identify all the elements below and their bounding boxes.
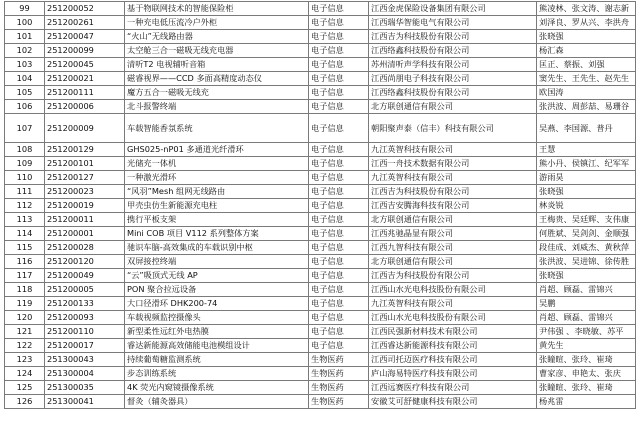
field-category-cell: 电子信息 <box>309 283 369 297</box>
project-name-cell: 北斗报警终端 <box>125 100 309 114</box>
table-row <box>5 86 636 100</box>
project-name-cell: 携行平板支架 <box>125 213 309 227</box>
project-id-cell: 251200111 <box>45 86 125 100</box>
row-number-cell: 122 <box>5 339 45 353</box>
team-members-cell: 匡正、蔡振、刘强 <box>537 58 636 72</box>
row-number-cell: 121 <box>5 325 45 339</box>
organization-cell: 北方联创通信有限公司 <box>369 255 537 269</box>
field-category-cell: 电子信息 <box>309 157 369 171</box>
table-row <box>5 311 636 325</box>
organization-cell: 九江英智科技有限公司 <box>369 171 537 185</box>
organization-cell: 江西睿达新能源科技有限公司 <box>369 339 537 353</box>
field-category-cell: 生物医药 <box>309 395 369 409</box>
field-category-cell: 电子信息 <box>309 72 369 86</box>
organization-cell: 江西吉为科技股份有限公司 <box>369 30 537 44</box>
project-id-cell: 251200120 <box>45 255 125 269</box>
team-members-cell: 吴燕、李国源、普丹 <box>537 114 636 143</box>
field-category-cell: 电子信息 <box>309 44 369 58</box>
table-row <box>5 199 636 213</box>
project-id-cell: 251300041 <box>45 395 125 409</box>
project-name-cell: 光储充一体机 <box>125 157 309 171</box>
table-row <box>5 72 636 86</box>
project-name-cell: 持续葡萄糖监测系统 <box>125 353 309 367</box>
field-category-cell: 生物医药 <box>309 353 369 367</box>
team-members-cell: 杨兆雷 <box>537 395 636 409</box>
project-name-cell: 磁睿视界——CCD 多面高精度动态仪 <box>125 72 309 86</box>
table-row <box>5 325 636 339</box>
project-name-cell: 步态训练系统 <box>125 367 309 381</box>
row-number-cell: 118 <box>5 283 45 297</box>
project-id-cell: 251200129 <box>45 143 125 157</box>
organization-cell: 江西吉安腾海科技有限公司 <box>369 199 537 213</box>
project-name-cell: 车载视频监控摄像头 <box>125 311 309 325</box>
team-members-cell: 王慧 <box>537 143 636 157</box>
table-row <box>5 241 636 255</box>
row-number-cell: 104 <box>5 72 45 86</box>
team-members-cell: 张晓强 <box>537 269 636 283</box>
project-name-cell: 驰识车脑-高效集成的车载识别中枢 <box>125 241 309 255</box>
project-id-cell: 251300035 <box>45 381 125 395</box>
organization-cell: 安徽艾可舒健康科技有限公司 <box>369 395 537 409</box>
project-name-cell: 甲壳虫仿生新能源充电柱 <box>125 199 309 213</box>
organization-cell: 北方联创通信有限公司 <box>369 213 537 227</box>
table-row <box>5 16 636 30</box>
project-name-cell: GHS025-nP01 多通道光纤滑环 <box>125 143 309 157</box>
row-number-cell: 123 <box>5 353 45 367</box>
table-row <box>5 269 636 283</box>
row-number-cell: 105 <box>5 86 45 100</box>
organization-cell: 江西金虎保险设备集团有限公司 <box>369 2 537 16</box>
project-id-cell: 251200017 <box>45 339 125 353</box>
project-id-cell: 251300004 <box>45 367 125 381</box>
table-row <box>5 255 636 269</box>
field-category-cell: 电子信息 <box>309 339 369 353</box>
project-id-cell: 251200047 <box>45 30 125 44</box>
field-category-cell: 电子信息 <box>309 241 369 255</box>
project-id-cell: 251200045 <box>45 58 125 72</box>
project-name-cell: 清听T2 电视辅听音箱 <box>125 58 309 72</box>
table-row <box>5 58 636 72</box>
team-members-cell: 游雨昊 <box>537 171 636 185</box>
project-table-body <box>5 2 636 409</box>
table-row <box>5 283 636 297</box>
project-name-cell: 一种激光滑环 <box>125 171 309 185</box>
table-row <box>5 171 636 185</box>
organization-cell: 江西民强新材料技术有限公司 <box>369 325 537 339</box>
organization-cell: 江西一舟技术数据有限公司 <box>369 157 537 171</box>
table-row <box>5 381 636 395</box>
row-number-cell: 109 <box>5 157 45 171</box>
row-number-cell: 115 <box>5 241 45 255</box>
row-number-cell: 107 <box>5 114 45 143</box>
field-category-cell: 生物医药 <box>309 367 369 381</box>
table-row <box>5 30 636 44</box>
field-category-cell: 生物医药 <box>309 381 369 395</box>
field-category-cell: 电子信息 <box>309 114 369 143</box>
project-id-cell: 251200006 <box>45 100 125 114</box>
table-row <box>5 353 636 367</box>
project-name-cell: 太空舱三合一磁吸无线充电器 <box>125 44 309 58</box>
table-row <box>5 100 636 114</box>
field-category-cell: 电子信息 <box>309 269 369 283</box>
field-category-cell: 电子信息 <box>309 255 369 269</box>
team-members-cell: 王梅贵、吴廷辉、支伟康 <box>537 213 636 227</box>
row-number-cell: 113 <box>5 213 45 227</box>
project-id-cell: 251200011 <box>45 213 125 227</box>
table-row <box>5 2 636 16</box>
team-members-cell: 张瞳暄、张玲、崔琦 <box>537 381 636 395</box>
row-number-cell: 120 <box>5 311 45 325</box>
project-name-cell: 一种充电低压流冷户外柜 <box>125 16 309 30</box>
project-id-cell: 251200001 <box>45 227 125 241</box>
field-category-cell: 电子信息 <box>309 185 369 199</box>
field-category-cell: 电子信息 <box>309 171 369 185</box>
organization-cell: 江西远赛医疗科技有限公司 <box>369 381 537 395</box>
organization-cell: 江西尚朋电子科技有限公司 <box>369 72 537 86</box>
table-row <box>5 395 636 409</box>
project-name-cell: “云”吸顶式无线 AP <box>125 269 309 283</box>
team-members-cell: 肖超、顾磊、雷锦兴 <box>537 283 636 297</box>
project-id-cell: 251200049 <box>45 269 125 283</box>
organization-cell: 江西司托迈医疗科技有限公司 <box>369 353 537 367</box>
table-row <box>5 143 636 157</box>
organization-cell: 江西络鑫科技股份有限公司 <box>369 44 537 58</box>
field-category-cell: 电子信息 <box>309 16 369 30</box>
project-name-cell: PON 聚合拉远设备 <box>125 283 309 297</box>
row-number-cell: 124 <box>5 367 45 381</box>
team-members-cell: 何胜斌、吴剑剑、金顺强 <box>537 227 636 241</box>
row-number-cell: 117 <box>5 269 45 283</box>
project-name-cell: 新型柔性远红外电热膜 <box>125 325 309 339</box>
project-name-cell: 督灸（辅灸器具） <box>125 395 309 409</box>
field-category-cell: 电子信息 <box>309 311 369 325</box>
project-id-cell: 251200099 <box>45 44 125 58</box>
project-id-cell: 251200133 <box>45 297 125 311</box>
field-category-cell: 电子信息 <box>309 297 369 311</box>
organization-cell: 苏州清听声学科技有限公司 <box>369 58 537 72</box>
field-category-cell: 电子信息 <box>309 213 369 227</box>
project-table <box>4 1 636 409</box>
organization-cell: 九江英智科技有限公司 <box>369 297 537 311</box>
organization-cell: 庐山海易特医疗科技有限公司 <box>369 367 537 381</box>
organization-cell: 江西山水光电科技股份有限公司 <box>369 283 537 297</box>
project-name-cell: 睿达新能源高效储能电池模组设计 <box>125 339 309 353</box>
team-members-cell: 张洪波、吴进锦、徐传胜 <box>537 255 636 269</box>
team-members-cell: 熊小丹、侯镇江、纪军军 <box>537 157 636 171</box>
organization-cell: 江西瑞华智能电气有限公司 <box>369 16 537 30</box>
field-category-cell: 电子信息 <box>309 199 369 213</box>
team-members-cell: 张瞳暄、张玲、崔琦 <box>537 353 636 367</box>
project-id-cell: 251200101 <box>45 157 125 171</box>
team-members-cell: 窦先生、王先生、赵先生 <box>537 72 636 86</box>
row-number-cell: 99 <box>5 2 45 16</box>
field-category-cell: 电子信息 <box>309 325 369 339</box>
field-category-cell: 电子信息 <box>309 58 369 72</box>
project-id-cell: 251200052 <box>45 2 125 16</box>
table-row <box>5 227 636 241</box>
row-number-cell: 108 <box>5 143 45 157</box>
project-name-cell: 大口径滑环 DHK200-74 <box>125 297 309 311</box>
table-row <box>5 213 636 227</box>
project-id-cell: 251200009 <box>45 114 125 143</box>
project-id-cell: 251200021 <box>45 72 125 86</box>
row-number-cell: 106 <box>5 100 45 114</box>
organization-cell: 朝阳聚声泰（信丰）科技有限公司 <box>369 114 537 143</box>
field-category-cell: 电子信息 <box>309 2 369 16</box>
team-members-cell: 张晓强 <box>537 185 636 199</box>
field-category-cell: 电子信息 <box>309 100 369 114</box>
row-number-cell: 103 <box>5 58 45 72</box>
project-id-cell: 251200261 <box>45 16 125 30</box>
project-id-cell: 251200093 <box>45 311 125 325</box>
organization-cell: 九江英智科技有限公司 <box>369 143 537 157</box>
team-members-cell: 熊凌林、张文涛、谢志新 <box>537 2 636 16</box>
project-id-cell: 251200005 <box>45 283 125 297</box>
field-category-cell: 电子信息 <box>309 86 369 100</box>
project-id-cell: 251200023 <box>45 185 125 199</box>
table-row <box>5 339 636 353</box>
project-id-cell: 251200110 <box>45 325 125 339</box>
project-id-cell: 251300043 <box>45 353 125 367</box>
organization-cell: 江西九智科技有限公司 <box>369 241 537 255</box>
team-members-cell: 吴鹏 <box>537 297 636 311</box>
project-name-cell: “火山”无线路由器 <box>125 30 309 44</box>
row-number-cell: 112 <box>5 199 45 213</box>
team-members-cell: 欧国涛 <box>537 86 636 100</box>
organization-cell: 江西吉为科技股份有限公司 <box>369 269 537 283</box>
team-members-cell: 杨汇森 <box>537 44 636 58</box>
project-name-cell: 4K 荧光内窥镜摄像系统 <box>125 381 309 395</box>
team-members-cell: 曹家彦、申艳太、张庆 <box>537 367 636 381</box>
row-number-cell: 119 <box>5 297 45 311</box>
team-members-cell: 刘泽良、罗从兴、李洪舟 <box>537 16 636 30</box>
organization-cell: 江西山水光电科技股份有限公司 <box>369 311 537 325</box>
organization-cell: 江西吉为科技股份有限公司 <box>369 185 537 199</box>
project-name-cell: “风羽”Mesh 组网无线路由 <box>125 185 309 199</box>
row-number-cell: 110 <box>5 171 45 185</box>
team-members-cell: 肖超、顾磊、雷锦兴 <box>537 311 636 325</box>
row-number-cell: 102 <box>5 44 45 58</box>
table-row <box>5 367 636 381</box>
organization-cell: 江西络鑫科技股份有限公司 <box>369 86 537 100</box>
row-number-cell: 116 <box>5 255 45 269</box>
table-row <box>5 114 636 143</box>
organization-cell: 北方联创通信有限公司 <box>369 100 537 114</box>
project-id-cell: 251200127 <box>45 171 125 185</box>
team-members-cell: 尹伟强 、李晓敏、苏平 <box>537 325 636 339</box>
project-id-cell: 251200028 <box>45 241 125 255</box>
table-row <box>5 157 636 171</box>
team-members-cell: 张洪波、周彭喆、易珊谷 <box>537 100 636 114</box>
project-name-cell: 基于物联网技术的智能保险柜 <box>125 2 309 16</box>
row-number-cell: 126 <box>5 395 45 409</box>
row-number-cell: 111 <box>5 185 45 199</box>
field-category-cell: 电子信息 <box>309 227 369 241</box>
project-name-cell: Mini COB 项目 V112 系列整体方案 <box>125 227 309 241</box>
row-number-cell: 100 <box>5 16 45 30</box>
team-members-cell: 黄先生 <box>537 339 636 353</box>
team-members-cell: 张晓强 <box>537 30 636 44</box>
row-number-cell: 101 <box>5 30 45 44</box>
table-row <box>5 44 636 58</box>
table-row <box>5 185 636 199</box>
organization-cell: 江西兆驰晶显有限公司 <box>369 227 537 241</box>
project-name-cell: 车载智能香氛系统 <box>125 114 309 143</box>
field-category-cell: 电子信息 <box>309 143 369 157</box>
project-name-cell: 魔方五合一磁吸无线充 <box>125 86 309 100</box>
team-members-cell: 林炎锐 <box>537 199 636 213</box>
table-row <box>5 297 636 311</box>
row-number-cell: 125 <box>5 381 45 395</box>
team-members-cell: 段佳成、刘威杰、黄秋萍 <box>537 241 636 255</box>
project-id-cell: 251200019 <box>45 199 125 213</box>
project-name-cell: 双屏接控终端 <box>125 255 309 269</box>
field-category-cell: 电子信息 <box>309 30 369 44</box>
row-number-cell: 114 <box>5 227 45 241</box>
